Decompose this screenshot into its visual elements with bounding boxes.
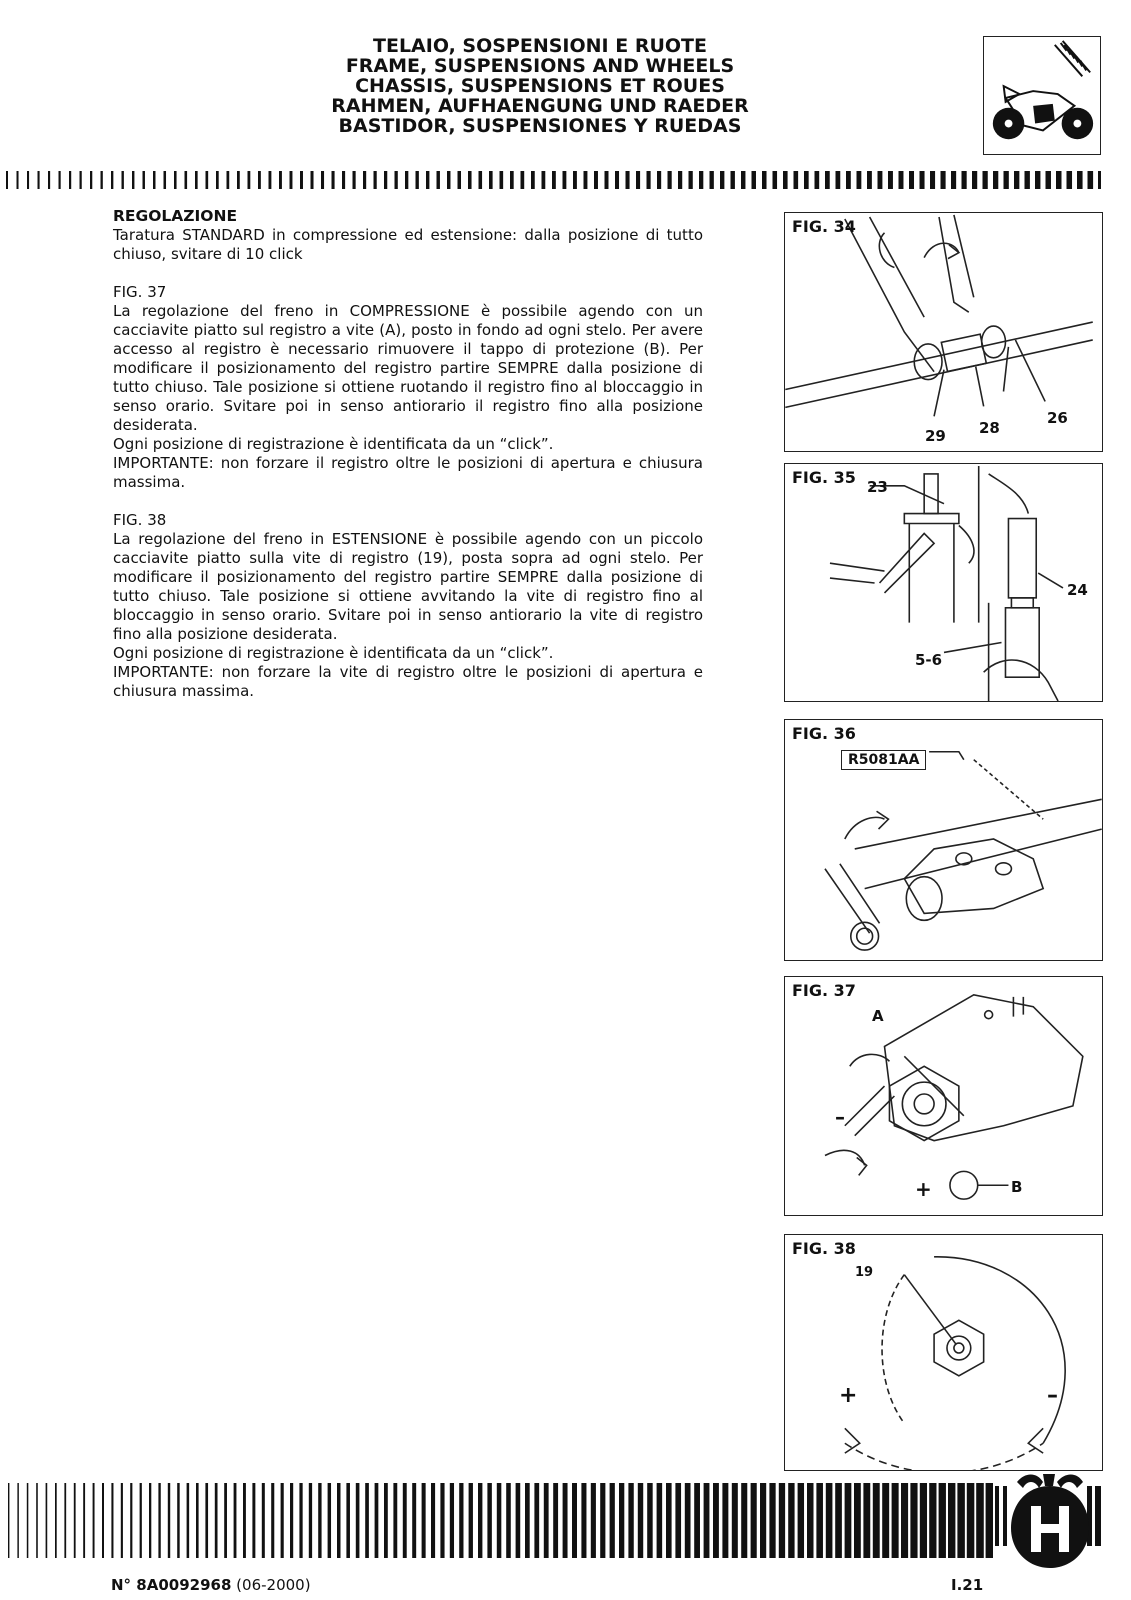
fig37-callout-minus: – [835, 1105, 845, 1129]
paragraph-click-2: Ogni posizione di registrazione è identificata da un “click”. [113, 644, 554, 662]
fig34-label: FIG. 34 [792, 217, 856, 236]
document-date: (06-2000) [236, 1576, 311, 1594]
header-title-es: BASTIDOR, SUSPENSIONES Y RUEDAS [338, 115, 742, 137]
paragraph-important-2: IMPORTANTE: non forzare la vite di registro oltre le posizioni di apertura e chiusura massima. [113, 663, 703, 700]
figure-36 [784, 719, 1103, 961]
fig36-label: FIG. 36 [792, 724, 856, 743]
paragraph-click-1: Ogni posizione di registrazione è identificata da un “click”. [113, 435, 554, 453]
fig34-callout-28: 28 [979, 419, 1000, 437]
husqvarna-logo [995, 1470, 1105, 1570]
page-number: I.21 [951, 1576, 984, 1594]
fig38-callout-plus: + [839, 1383, 858, 1408]
fig36-illustration [785, 720, 1102, 960]
page-header [260, 36, 820, 136]
fig38-illustration [785, 1235, 1102, 1470]
figure-35 [784, 463, 1103, 702]
fig38-label: FIG. 38 [792, 1239, 856, 1258]
figure-37 [784, 976, 1103, 1216]
paragraph-compression: La regolazione del freno in COMPRESSIONE è possibile agendo con un cacciavite piatto sul registro a vite (A), posto in fondo ad ogni stelo. Per avere accesso al registro è necessario rimuovere il tappo di protezione (B). Per modificare il posizionamento del registro partire SEMPRE dalla posizione di tutto chiuso. Tale posizione si ottiene ruotando il registro fino al bloccaggio in senso orario. Svitare poi in senso antiorario il registro fino alla posizione desiderata. [113, 302, 703, 434]
fig38-callout-19: 19 [855, 1265, 874, 1280]
figure-38 [784, 1234, 1103, 1471]
paragraph-fig38-ref: FIG. 38 [113, 511, 167, 529]
fig35-callout-5-6: 5-6 [915, 651, 943, 669]
paragraph-important-1: IMPORTANTE: non forzare il registro oltre le posizioni di apertura e chiusura massima. [113, 454, 703, 491]
fig34-callout-29: 29 [925, 427, 946, 445]
fig37-label: FIG. 37 [792, 981, 856, 1000]
main-text [113, 207, 703, 701]
fig37-illustration [785, 977, 1102, 1215]
fig37-callout-B: B [1011, 1178, 1023, 1196]
document-number-prefix: N° 8A0092968 [111, 1576, 232, 1594]
figure-34 [784, 212, 1103, 452]
fig34-callout-26: 26 [1047, 409, 1068, 427]
header-title-de: RAHMEN, AUFHAENGUNG UND RAEDER [331, 95, 749, 117]
fig35-illustration [785, 464, 1102, 701]
fig36-code: R5081AA [841, 750, 926, 770]
header-title-fr: CHASSIS, SUSPENSIONS ET ROUES [355, 75, 725, 97]
header-title-en: FRAME, SUSPENSIONS AND WHEELS [345, 55, 735, 77]
motorcycle-suspension-icon [983, 36, 1101, 155]
top-tick-rule [6, 171, 1101, 189]
fig35-label: FIG. 35 [792, 468, 856, 487]
bottom-tick-bar [8, 1483, 993, 1558]
section-title: REGOLAZIONE [113, 207, 238, 225]
fig37-callout-plus: + [915, 1177, 932, 1201]
document-number [111, 1576, 311, 1594]
header-title-it: TELAIO, SOSPENSIONI E RUOTE [373, 35, 707, 57]
fig35-callout-24: 24 [1067, 581, 1088, 599]
fig38-callout-minus: – [1047, 1383, 1058, 1408]
fig35-callout-23: 23 [867, 478, 888, 496]
paragraph-standard-setting: Taratura STANDARD in compressione ed estensione: dalla posizione di tutto chiuso, svitare di 10 click [113, 226, 703, 263]
paragraph-rebound: La regolazione del freno in ESTENSIONE è possibile agendo con un piccolo cacciavite piatto sulla vite di registro (19), posta sopra ad ogni stelo. Per modificare il posizionamento del registro partire SEMPRE dalla posizione di tutto chiuso. Tale posizione si ottiene avvitando la vite di registro fino al bloccaggio in senso orario. Svitare poi in senso antiorario la vite di registro fino alla posizione desiderata. [113, 530, 703, 643]
fig37-callout-A: A [872, 1007, 884, 1025]
paragraph-fig37-ref: FIG. 37 [113, 283, 167, 301]
